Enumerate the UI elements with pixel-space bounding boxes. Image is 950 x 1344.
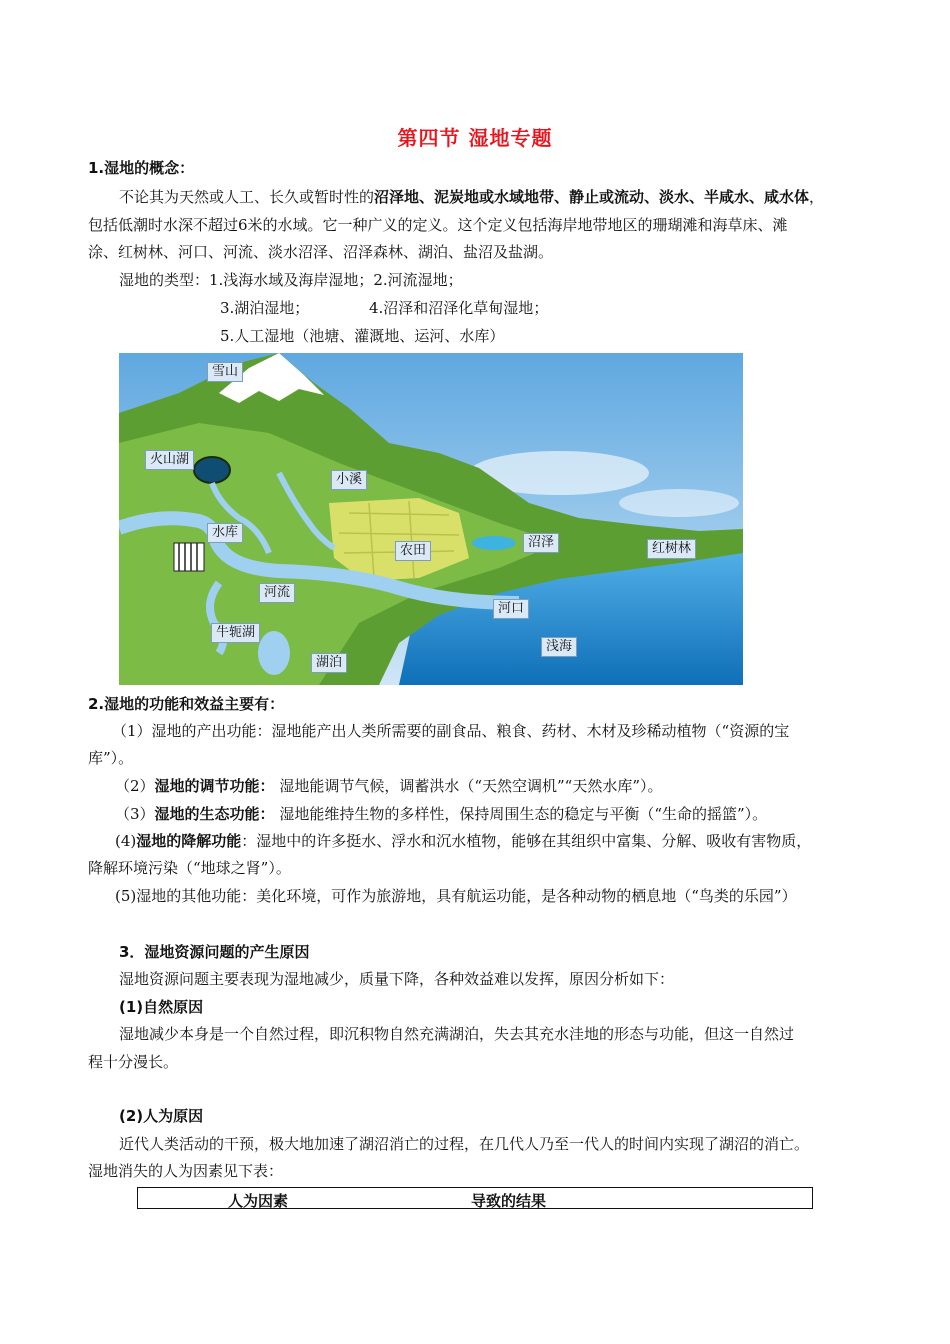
section-1-paragraph-line-1 [119, 187, 824, 207]
human-causes-line-2: 湿地消失的人为因素见下表： [88, 1162, 284, 1180]
function-5: (5)湿地的其他功能：美化环境，可作为旅游地，具有航运功能，是各种动物的栖息地（“鸟类的乐园”） [115, 887, 797, 905]
map-label-reservoir: 水库 [207, 523, 243, 543]
section-1-paragraph-line-2: 包括低潮时水深不超过6米的水域。它一种广义的定义。这个定义包括海岸地带地区的珊瑚滩和海草床、滩 [88, 216, 788, 234]
map-label-mangrove: 红树林 [647, 539, 696, 559]
section-1-paragraph-line-3: 涂、红树林、河口、河流、淡水沼泽、沼泽森林、湖泊、盐沼及盐湖。 [88, 243, 554, 261]
function-1-line-2: 库”）。 [88, 749, 134, 767]
wetland-types-line-2: 3.湖泊湿地； [220, 299, 310, 317]
map-label-river: 河流 [259, 583, 295, 603]
bold-span: 湿地的调节功能： [154, 777, 275, 795]
text-span: ：湿地中的许多挺水、浮水和沉水植物，能够在其组织中富集、分解、吸收有害物质， [241, 832, 812, 850]
wetland-types-line-4: 5.人工湿地（池塘、灌溉地、运河、水库） [220, 327, 505, 345]
text-span: 湿地能维持生物的多样性，保持周围生态的稳定与平衡（“生命的摇篮”）。 [274, 805, 768, 823]
section-2-heading: 2.湿地的功能和效益主要有： [88, 695, 285, 713]
text-span: （2） [115, 777, 155, 795]
text-span: 湿地能调节气候，调蓄洪水（“天然空调机”“天然水库”）。 [274, 777, 663, 795]
function-1-line-1: （1）湿地的产出功能：湿地能产出人类所需要的副食品、粮食、药材、木材及珍稀动植物（“资源的宝 [112, 722, 790, 740]
text-span: （3） [115, 805, 155, 823]
marsh-water [472, 536, 516, 550]
function-2 [115, 776, 663, 796]
function-4-line-2: 降解环境污染（“地球之肾”）。 [88, 859, 291, 877]
map-label-lake: 湖泊 [311, 653, 347, 673]
human-causes-heading: (2)人为原因 [119, 1107, 204, 1125]
text-span: 不论其为天然或人工、长久或暂时性的 [119, 188, 375, 206]
human-causes-line-1: 近代人类活动的干预，极大地加速了湖沼消亡的过程，在几代人乃至一代人的时间内实现了湖沼的消亡。 [119, 1135, 810, 1153]
function-3 [115, 804, 767, 824]
bold-span: 湿地的降解功能 [136, 832, 242, 850]
map-label-oxbow-lake: 牛轭湖 [211, 623, 260, 643]
human-factors-table [137, 1187, 813, 1209]
bold-span: 湿地的生态功能： [154, 805, 275, 823]
cloud [619, 489, 739, 517]
map-label-farmland: 农田 [395, 541, 431, 561]
oxbow-lake [258, 631, 290, 675]
map-label-marsh: 沼泽 [523, 533, 559, 553]
map-label-shallow-sea: 浅海 [541, 637, 577, 657]
function-4-line-1 [115, 831, 811, 851]
natural-causes-line-2: 程十分漫长。 [88, 1053, 179, 1071]
section-3-intro: 湿地资源问题主要表现为湿地减少，质量下降，各种效益难以发挥，原因分析如下： [119, 970, 675, 988]
map-label-estuary: 河口 [493, 599, 529, 619]
natural-causes-line-1: 湿地减少本身是一个自然过程，即沉积物自然充满湖泊，失去其充水洼地的形态与功能，但这一自然过 [119, 1025, 795, 1043]
wetland-types-illustration [119, 353, 743, 685]
map-label-snow-mountain: 雪山 [207, 362, 243, 382]
table-header-human-factors: 人为因素 [228, 1192, 289, 1210]
map-label-volcanic-lake: 火山湖 [145, 450, 194, 470]
wetland-types-line-1: 湿地的类型：1.浅海水域及海岸湿地；2.河流湿地； [119, 271, 463, 289]
table-header-results: 导致的结果 [471, 1192, 547, 1210]
section-3-heading: 3．湿地资源问题的产生原因 [119, 943, 310, 961]
bold-span: 沼泽地、泥炭地或水域地带、静止或流动、淡水、半咸水、咸水体 [374, 188, 810, 206]
natural-causes-heading: (1)自然原因 [119, 998, 204, 1016]
page-title: 第四节 湿地专题 [397, 126, 553, 150]
volcanic-lake [194, 457, 230, 483]
section-1-heading: 1.湿地的概念： [88, 159, 195, 177]
map-label-stream: 小溪 [331, 470, 367, 490]
text-span: (4) [115, 832, 137, 850]
wetland-types-line-3: 4.沼泽和沼泽化草甸湿地； [369, 299, 549, 317]
text-span: ， [809, 188, 825, 206]
